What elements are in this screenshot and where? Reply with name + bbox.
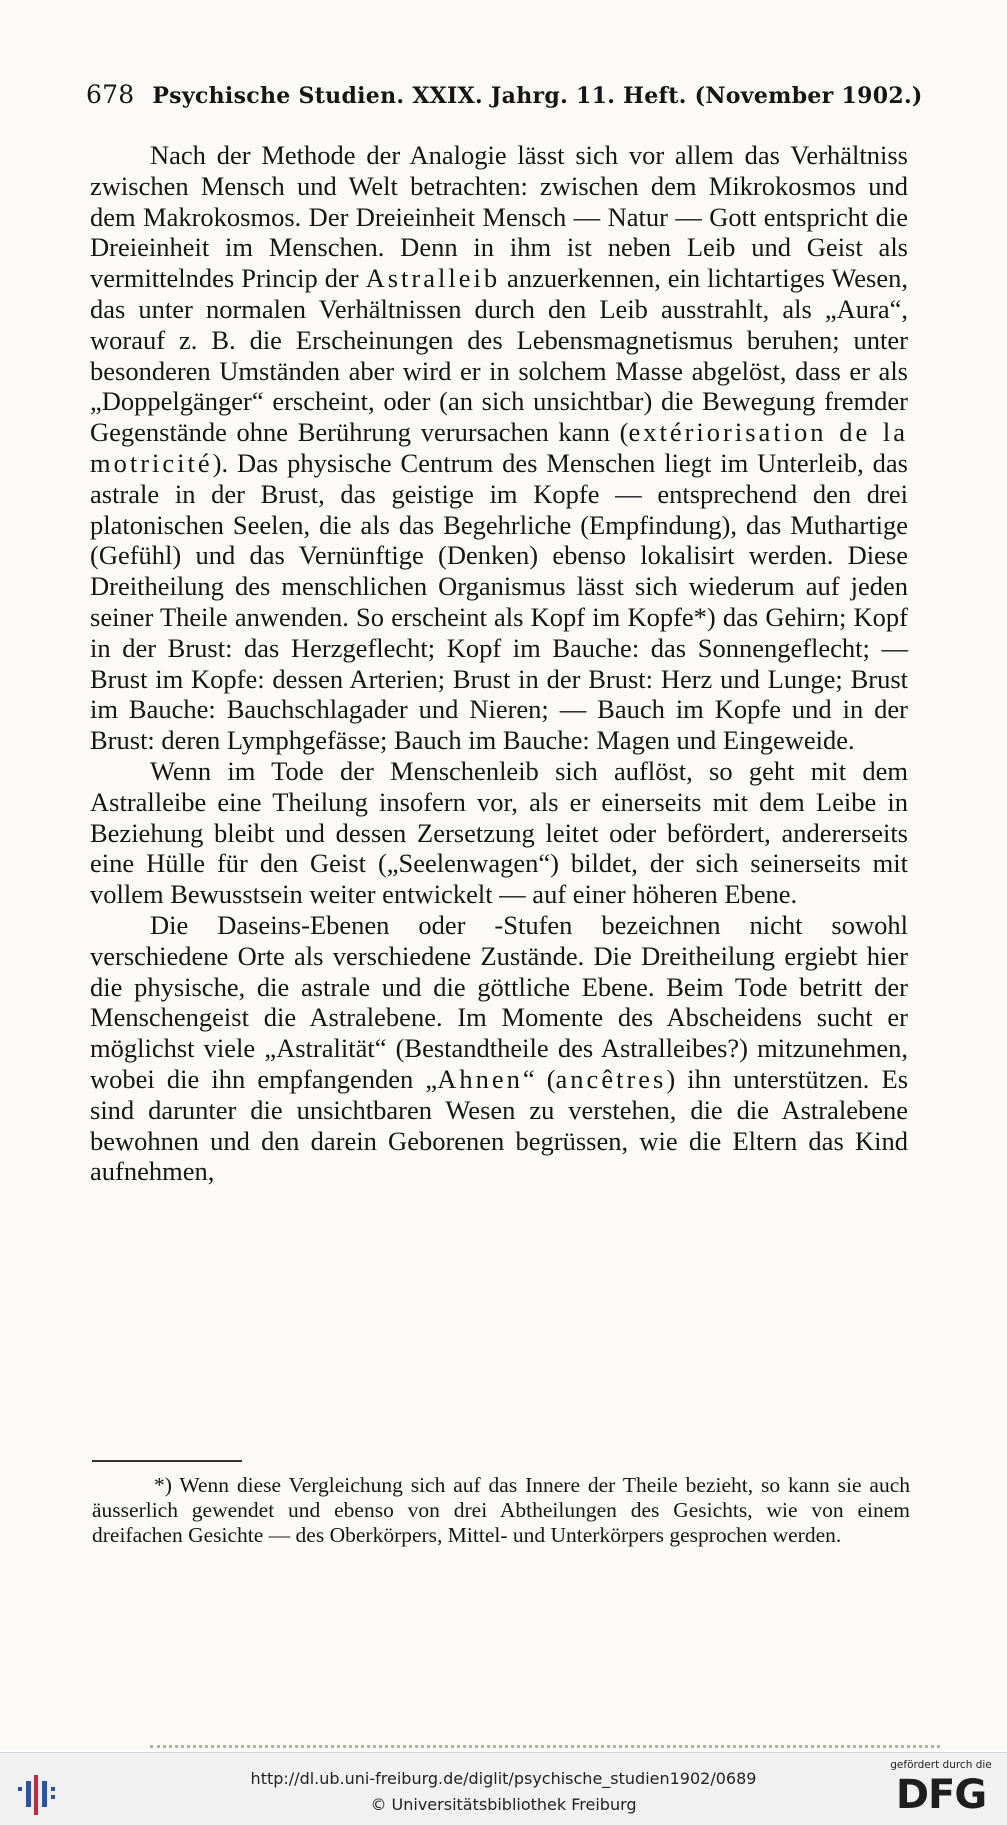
running-header bbox=[86, 80, 923, 109]
footnote bbox=[92, 1473, 910, 1548]
paragraph-2: Wenn im Tode der Menschenleib sich auflöst, so geht mit dem Astralleibe eine Theilung insofern vor, als er einerseits mit dem Leibe in Beziehung bleibt und dessen Zersetzung leitet oder befördert, andererseits eine Hülle für den Geist („Seelenwagen“) bildet, der sich seinerseits mit vollem Bewusstsein weiter entwickelt — auf einer höheren Ebene. bbox=[90, 755, 908, 910]
emphasis-exteriorisation: extériorisation de la motricité bbox=[90, 417, 909, 478]
emphasis-ahnen: Ahnen bbox=[437, 1063, 523, 1094]
paragraph-3: Die Daseins-Ebenen oder -Stufen bezeichnen nicht sowohl verschiedene Orte als verschiedene Zustände. Die Dreitheilung ergiebt hier die physische, die astrale und die göttliche Ebene. Beim Tode betritt der Menschengeist die Astralebene. Im Momente des Abscheidens sucht er möglichst viele „Astralität“ (Bestandtheile des Astralleibes?) mitzunehmen, wobei die ihn empfangenden „Ahnen“ (ancêtres) ihn unterstützen. Es sind darunter die unsichtbaren Wesen zu verstehen, die die Astralebene bewohnen und den darein Geborenen begrüssen, wie die Eltern das Kind aufnehmen, bbox=[90, 909, 909, 1187]
permalink-url[interactable]: http://dl.ub.uni-freiburg.de/diglit/psychische_studien1902/0689 bbox=[250, 1769, 757, 1788]
footnote-rule bbox=[92, 1460, 242, 1462]
scan-artifact bbox=[150, 1745, 940, 1752]
emphasis-ancetres: ancêtres bbox=[555, 1063, 667, 1094]
footnote-text: *) Wenn diese Vergleichung sich auf das Innere der Theile bezieht, so kann sie auch äusserlich gewendet und ebenso von drei Abtheilungen des Gesichts, wie von einem dreifachen Gesichte — des Oberkörpers, Mittel- und Unterkörpers gesprochen werden. bbox=[92, 1473, 910, 1547]
copyright-notice: © Universitätsbibliothek Freiburg bbox=[370, 1795, 637, 1814]
body-text bbox=[90, 140, 908, 1187]
viewer-footer bbox=[0, 1752, 1007, 1825]
dfg-logo bbox=[885, 1759, 997, 1821]
page-number: 678 bbox=[86, 80, 135, 109]
dfg-wordmark: DFG bbox=[895, 1772, 987, 1818]
sponsor-caption: gefördert durch die bbox=[890, 1759, 992, 1771]
journal-title: Psychische Studien. XXIX. Jahrg. 11. Heft. (November 1902.) bbox=[152, 83, 923, 109]
paragraph-1: Nach der Methode der Analogie lässt sich vor allem das Verhältniss zwischen Mensch und Welt betrachten: zwischen dem Mikrokosmos und dem Makrokosmos. Der Dreieinheit Mensch — Natur — Gott entspricht die Dreieinheit im Menschen. Denn in ihm ist neben Leib und Geist als vermittelndes Princip der Astralleib anzuerkennen, ein lichtartiges Wesen, das unter normalen Verhältnissen durch den Leib ausstrahlt, als „Aura“, worauf z. B. die Erscheinungen des Lebensmagnetismus beruhen; unter besonderen Umständen aber wird er in solchem Masse abgelöst, dass er als „Doppelgänger“ erscheint, oder (an sich unsichtbar) die Bewegung fremder Gegenstände ohne Berührung verursachen kann (extériorisation de la motricité). Das physische Centrum des Menschen liegt im Unterleib, das astrale in der Brust, das geistige im Kopfe — entsprechend den drei platonischen Seelen, die als das Begehrliche (Empfindung), das Muthartige (Gefühl) und das Vernünftige (Denken) ebenso lokalisirt werden. Diese Dreitheilung des menschlichen Organismus lässt sich wiederum auf jeden seiner Theile anwenden. So erscheint als Kopf im Kopfe*) das Gehirn; Kopf in der Brust: das Herzgeflecht; Kopf im Bauche: das Sonnengeflecht; — Brust im Kopfe: dessen Arterien; Brust in der Brust: Herz und Lunge; Brust im Bauche: Bauchschlagader und Nieren; — Bauch im Kopfe und in der Brust: deren Lymphgefässe; Bauch im Bauche: Magen und Eingeweide. bbox=[90, 140, 909, 756]
emphasis-astralleib: Astralleib bbox=[365, 263, 501, 294]
